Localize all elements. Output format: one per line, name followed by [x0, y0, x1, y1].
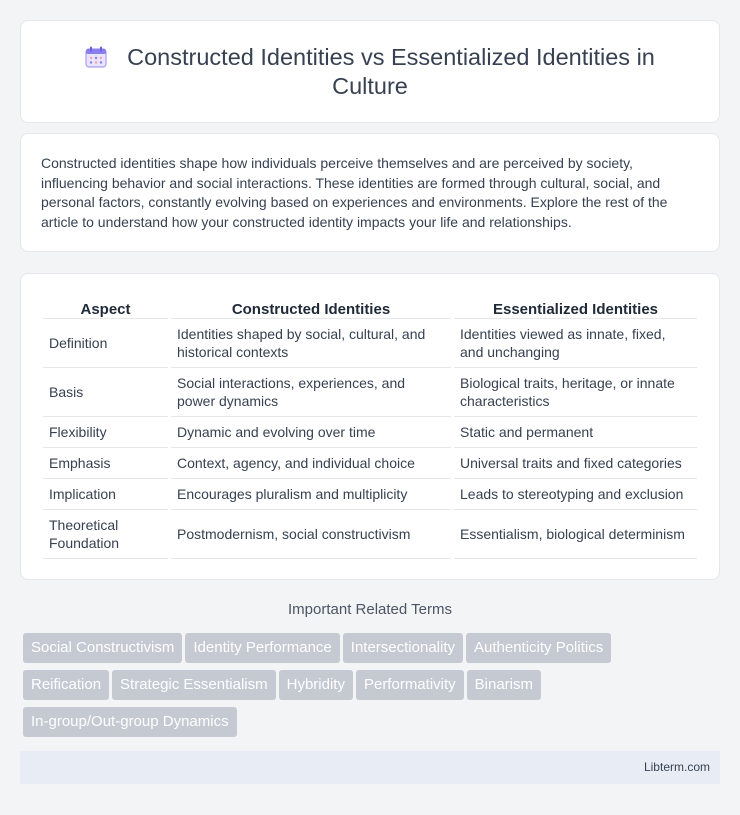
- table-cell: Biological traits, heritage, or innate characteristics: [454, 368, 697, 417]
- title-wrap: [70, 43, 670, 101]
- table-cell: Identities viewed as innate, fixed, and unchanging: [454, 319, 697, 368]
- table-row: [43, 510, 697, 559]
- table-cell: Definition: [43, 319, 168, 368]
- table-row: [43, 319, 697, 368]
- page-title: Constructed Identities vs Essentialized Identities in Culture: [127, 43, 655, 99]
- tag-hybridity[interactable]: Hybridity: [279, 670, 353, 700]
- table-cell: Social interactions, experiences, and power dynamics: [171, 368, 451, 417]
- table-cell: Postmodernism, social constructivism: [171, 510, 451, 559]
- tag-authenticity-politics[interactable]: Authenticity Politics: [466, 633, 611, 663]
- tag-binarism[interactable]: Binarism: [467, 670, 541, 700]
- table-row: [43, 479, 697, 510]
- intro-card: [20, 133, 720, 252]
- tag-strategic-essentialism[interactable]: Strategic Essentialism: [112, 670, 276, 700]
- table-cell: Context, agency, and individual choice: [171, 448, 451, 479]
- title-card: [20, 20, 720, 123]
- intro-paragraph: Constructed identities shape how individuals perceive themselves and are perceived by society, influencing behavior and social interactions. These identities are formed through cultural, social, and personal factors, constantly evolving based on experiences and environments. Explore the rest of the article to understand how your constructed identity impacts your life and relationships.: [41, 155, 668, 230]
- table-cell: Leads to stereotyping and exclusion: [454, 479, 697, 510]
- tag-intersectionality[interactable]: Intersectionality: [343, 633, 463, 663]
- footer: [20, 751, 720, 784]
- tag-performativity[interactable]: Performativity: [356, 670, 464, 700]
- table-cell: Emphasis: [43, 448, 168, 479]
- table-cell: Implication: [43, 479, 168, 510]
- table-cell: Static and permanent: [454, 417, 697, 448]
- table-row: [43, 448, 697, 479]
- table-cell: Basis: [43, 368, 168, 417]
- table-cell: Theoretical Foundation: [43, 510, 168, 559]
- table-cell: Essentialism, biological determinism: [454, 510, 697, 559]
- table-cell: Dynamic and evolving over time: [171, 417, 451, 448]
- header-aspect: Aspect: [43, 296, 168, 319]
- footer-site-link[interactable]: Libterm.com: [643, 760, 710, 774]
- tag-in-group-out-group-dynamics[interactable]: In-group/Out-group Dynamics: [23, 707, 237, 737]
- tag-social-constructivism[interactable]: Social Constructivism: [23, 633, 182, 663]
- table-row: [43, 368, 697, 417]
- table-header-row: [43, 296, 697, 319]
- tag-reification[interactable]: Reification: [23, 670, 109, 700]
- comparison-table: [40, 296, 700, 559]
- table-cell: Encourages pluralism and multiplicity: [171, 479, 451, 510]
- related-terms-title: Important Related Terms: [288, 601, 452, 618]
- table-cell: Universal traits and fixed categories: [454, 448, 697, 479]
- table-cell: Flexibility: [43, 417, 168, 448]
- table-row: [43, 417, 697, 448]
- calendar-icon: [85, 46, 107, 68]
- header-essentialized: Essentialized Identities: [454, 296, 697, 319]
- header-constructed: Constructed Identities: [171, 296, 451, 319]
- related-terms-list: [23, 633, 723, 744]
- table-cell: Identities shaped by social, cultural, and historical contexts: [171, 319, 451, 368]
- comparison-table-card: [20, 273, 720, 580]
- tag-identity-performance[interactable]: Identity Performance: [185, 633, 339, 663]
